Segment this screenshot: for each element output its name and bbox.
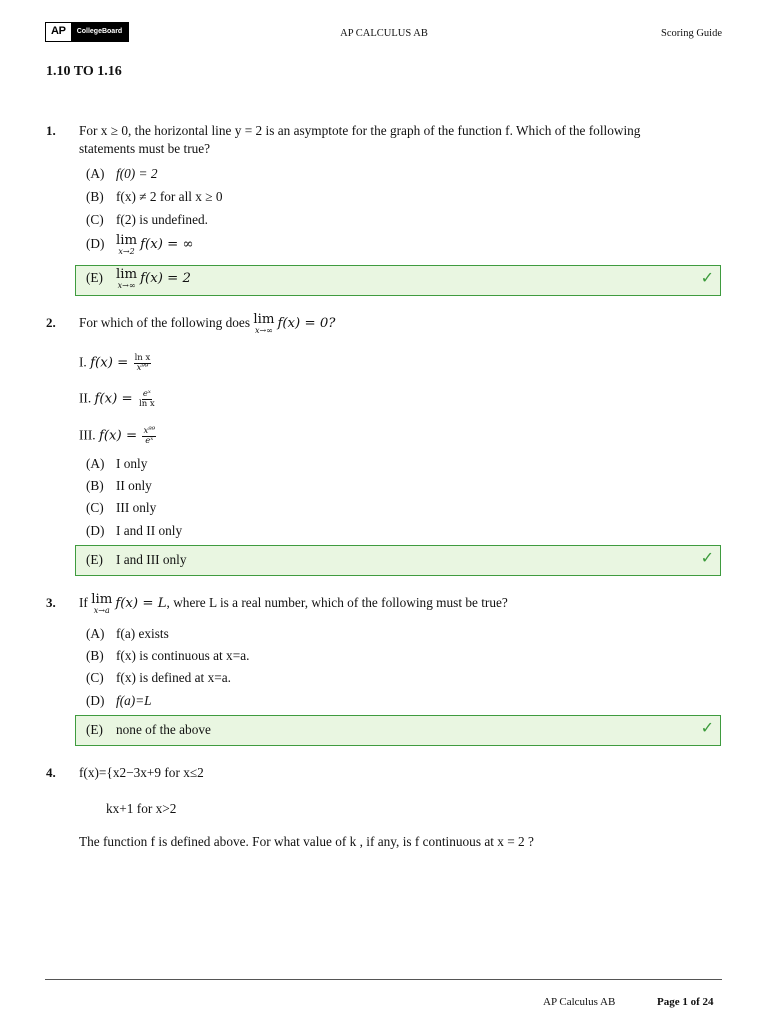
question-1-line-2: statements must be true? [79, 141, 211, 156]
question-number-3: 3. [46, 595, 56, 610]
option-text: f(0) = 2 [116, 166, 158, 181]
footer-page-number: Page 1 of 24 [657, 996, 714, 1008]
option-text: f(x) = 2 [140, 271, 191, 287]
lim-subscript: x→a [93, 606, 110, 616]
question-3-rest: , where L is a real number, which of the following must be true? [166, 595, 508, 611]
question-number-2: 2. [46, 315, 56, 330]
question-2-expression: f(x) = 0? [277, 316, 336, 332]
q2-option-e-correct[interactable] [75, 545, 721, 576]
option-text: f(x) is continuous at x=a. [116, 648, 250, 663]
question-4-function-line-2: kx+1 for x>2 [106, 801, 177, 816]
option-letter: (A) [86, 456, 105, 471]
q2-option-a[interactable] [86, 456, 147, 472]
option-text: II only [116, 478, 152, 493]
q2-option-c[interactable] [86, 500, 156, 516]
option-letter: (C) [86, 212, 104, 227]
section-title: 1.10 TO 1.16 [46, 64, 122, 79]
option-text: f(x) is defined at x=a. [116, 670, 231, 685]
fraction-denominator: x⁹⁹ [136, 362, 149, 373]
option-letter: (B) [86, 478, 104, 493]
q1-option-b[interactable] [86, 189, 223, 205]
q3-option-d[interactable] [86, 693, 152, 709]
limit-expression [116, 234, 137, 256]
header-scoring-guide: Scoring Guide [661, 28, 722, 39]
fraction-denominator: ln x [139, 398, 155, 409]
option-letter: (D) [86, 236, 105, 252]
q1-option-e [86, 268, 191, 290]
check-icon: ✓ [700, 268, 714, 287]
option-letter: (B) [86, 648, 104, 663]
check-icon: ✓ [700, 548, 714, 567]
option-letter: (A) [86, 166, 105, 181]
check-icon: ✓ [700, 718, 714, 737]
q2-item-3 [79, 427, 158, 446]
option-text: f(x) = ∞ [140, 237, 194, 253]
fraction-numerator: eˣ [142, 389, 151, 399]
item-label: III. [79, 427, 96, 443]
option-text: I and III only [116, 552, 187, 567]
lim-subscript: x→∞ [117, 281, 136, 291]
question-number-4: 4. [46, 765, 56, 780]
fraction [138, 390, 156, 409]
q3-option-b[interactable] [86, 648, 249, 664]
option-text: none of the above [116, 722, 211, 737]
limit-expression [253, 313, 274, 335]
fraction-denominator: eˣ [145, 435, 154, 446]
option-letter: (D) [86, 523, 105, 538]
q2-item-2 [79, 390, 158, 409]
option-text: I only [116, 456, 148, 471]
option-letter: (B) [86, 189, 104, 204]
q3-option-a[interactable] [86, 626, 169, 642]
lim-word: lim [116, 233, 138, 248]
question-2-text [79, 313, 335, 335]
option-text: III only [116, 500, 157, 515]
lim-subscript: x→∞ [254, 326, 273, 336]
question-1-line-1: For x ≥ 0, the horizontal line y = 2 is an asymptote for the graph of the function f. Which of the following [79, 123, 641, 138]
question-3-if: If [79, 595, 88, 611]
q2-option-d[interactable] [86, 523, 182, 539]
lim-word: lim [116, 267, 138, 282]
question-1-text [79, 122, 719, 158]
option-text: f(a)=L [116, 693, 152, 708]
q3-option-c[interactable] [86, 670, 231, 686]
option-text: f(a) exists [116, 626, 169, 641]
option-letter: (C) [86, 500, 104, 515]
collegeboard-logo-text: CollegeBoard [71, 23, 129, 41]
lim-word: lim [253, 312, 275, 327]
question-number-1: 1. [46, 123, 56, 138]
option-letter: (E) [86, 270, 103, 286]
q2-option-b[interactable] [86, 478, 152, 494]
item-lhs: f(x) = [98, 428, 138, 444]
question-3-text [79, 593, 508, 615]
lim-word: lim [91, 592, 113, 607]
q2-option-e [86, 552, 187, 568]
option-letter: (E) [86, 722, 103, 737]
fraction [134, 354, 152, 373]
item-label: II. [79, 390, 92, 406]
option-text: f(2) is undefined. [116, 212, 208, 227]
option-letter: (E) [86, 552, 103, 567]
option-letter: (C) [86, 670, 104, 685]
option-letter: (A) [86, 626, 105, 641]
q3-option-e [86, 722, 211, 738]
footer-divider [45, 979, 722, 980]
question-4-function-line-1: f(x)={x2−3x+9 for x≤2 [79, 765, 204, 780]
q1-option-c[interactable] [86, 212, 208, 228]
question-4-text: The function f is defined above. For what value of k , if any, is f continuous at x = 2 ? [79, 834, 534, 849]
q1-option-a[interactable] [86, 166, 157, 182]
fraction-numerator: ln x [134, 353, 151, 363]
question-2-lead: For which of the following does [79, 315, 250, 331]
lim-subscript: x→2 [118, 247, 135, 257]
fraction-numerator: x⁹⁹ [143, 426, 156, 436]
option-letter: (D) [86, 693, 105, 708]
item-label: I. [79, 354, 87, 370]
limit-expression [91, 593, 112, 615]
footer-course: AP Calculus AB [543, 996, 616, 1008]
fraction [142, 427, 156, 446]
q3-option-e-correct[interactable] [75, 715, 721, 746]
header-course-title: AP CALCULUS AB [340, 28, 428, 39]
item-lhs: f(x) = [94, 391, 133, 407]
limit-expression [116, 268, 137, 290]
q2-item-1 [79, 354, 153, 373]
option-text: f(x) ≠ 2 for all x ≥ 0 [116, 189, 223, 204]
q1-option-d[interactable] [86, 234, 194, 256]
option-text: I and II only [116, 523, 183, 538]
question-3-expression: f(x) = L [115, 596, 167, 612]
item-lhs: f(x) = [90, 355, 129, 371]
q1-option-e-correct[interactable] [75, 265, 721, 296]
ap-logo-text: AP [46, 23, 71, 41]
